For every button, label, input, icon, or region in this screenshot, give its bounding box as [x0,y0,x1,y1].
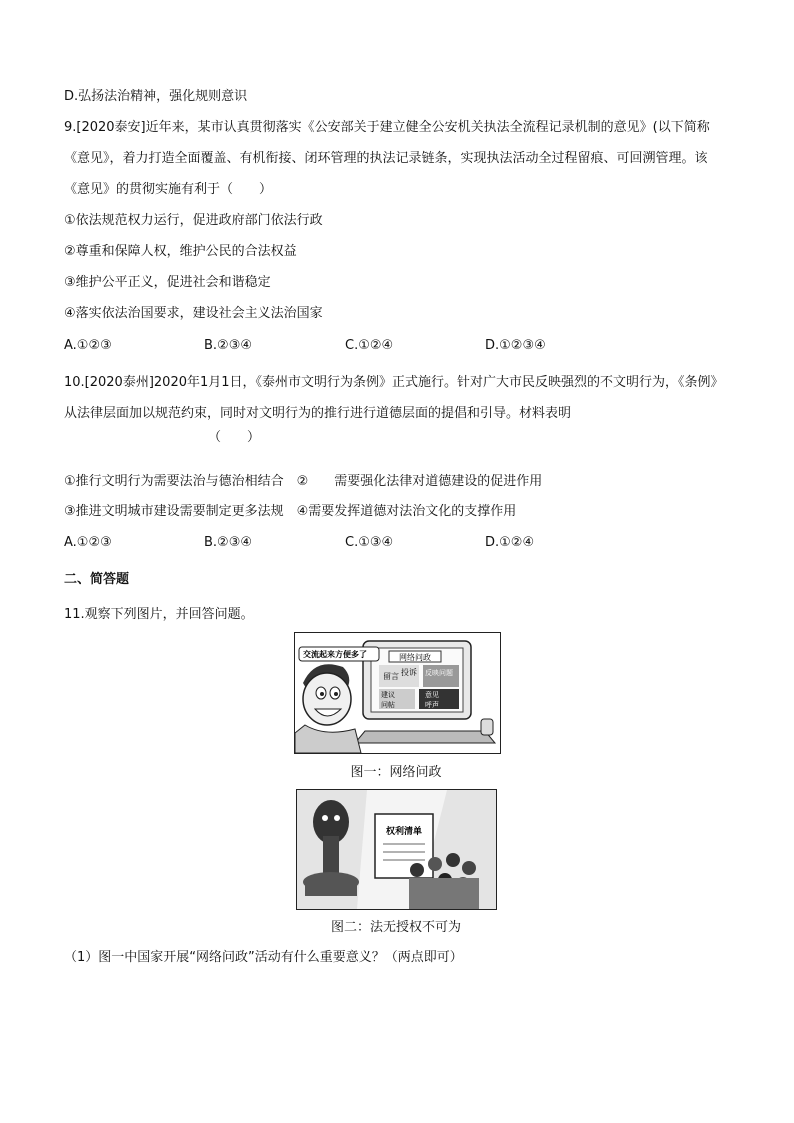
q10-statements-1-2: ①推行文明行为需要法治与德治相结合 ② 需要强化法律对道德建设的促进作用 [64,474,543,489]
q9-statement-1: ①依法规范权力运行，促进政府部门依法行政 [64,213,323,228]
q9-statement-2: ②尊重和保障人权，维护公民的合法权益 [64,244,297,259]
q10-option-d: D.①②④ [485,535,535,550]
figure1-caption: 图一：网络问政 [350,765,442,780]
figure1-image [294,632,501,754]
fig1-item-jianyi: 建议 [381,691,395,699]
fig2-sign: 权利清单 [385,827,423,837]
q11-subquestion-1: （1）图一中国家开展“网络问政”活动有什么重要意义？（两点即可） [64,950,463,965]
q9-stem: 9.[2020泰安]近年来，某市认真贯彻落实《公安部关于建立健全公安机关执法全流程记录机制的意见》(以下简称《意见》，着力打造全面覆盖、有机衔接、闭环管理的执法记录链条，实现执法活动全过程留痕、可回溯管理。该《意见》的贯彻实施有利于（ ） [64,120,710,197]
q9-option-a: A.①②③ [64,338,112,353]
q9-statement-4: ④落实依法治国要求，建设社会主义法治国家 [64,306,323,321]
figure2-image [296,789,497,910]
q8-option-d: D.弘扬法治精神，强化规则意识 [64,89,248,104]
fig1-speech: 交流起来方便多了 [303,650,367,659]
q10-option-b: B.②③④ [204,535,253,550]
q9-statement-3: ③维护公平正义，促进社会和谐稳定 [64,275,271,290]
fig1-item-husheng: 呼声 [425,701,439,709]
section-heading: 二、简答题 [64,572,130,587]
q9-option-c: C.①②④ [345,338,394,353]
q10-stem: 10.[2020泰州]2020年1月1日，《泰州市文明行为条例》正式施行。针对广大市民反映强烈的不文明行为，《条例》从法律层面加以规范约束，同时对文明行为的推行进行道德层面的提倡和引导。材料表明 [64,375,724,421]
q10-option-c: C.①③④ [345,535,394,550]
q11-stem: 11.观察下列图片，并回答问题。 [64,607,254,622]
figure2-caption: 图二：法无授权不可为 [330,920,461,935]
q9-option-b: B.②③④ [204,338,253,353]
q10-answer-paren: （ ） [208,430,261,445]
fig1-screen-title: 网络问政 [399,653,431,662]
fig1-item-fanying: 反映问题 [425,669,453,677]
fig1-item-tousu: 投诉 [401,668,417,677]
fig1-item-wentie: 问帖 [381,701,395,709]
q9-option-d: D.①②③④ [485,338,546,353]
fig1-item-yijian: 意见 [425,691,439,699]
fig1-item-liuyan: 留言 [383,672,399,681]
q10-option-a: A.①②③ [64,535,112,550]
q10-statements-3-4: ③推进文明城市建设需要制定更多法规 ④需要发挥道德对法治文化的支撑作用 [64,504,517,519]
